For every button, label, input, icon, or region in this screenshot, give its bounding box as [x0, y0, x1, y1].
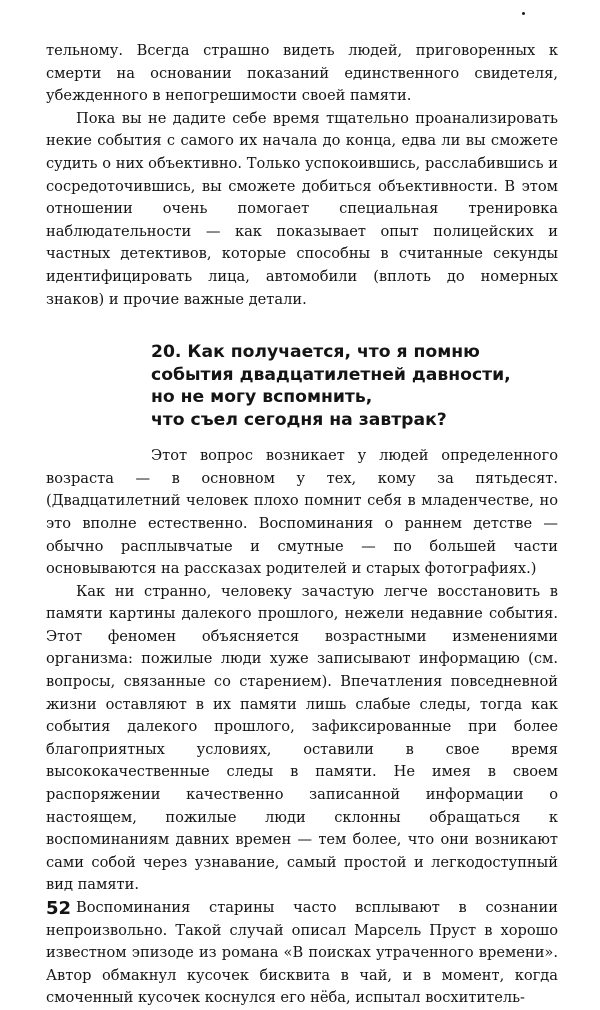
corner-dot-mark — [522, 12, 525, 15]
paragraph-continued: тельному. Всегда страшно видеть людей, приговоренных к смерти на основании показаний единственного свидетеля, убежденного в непогрешимости своей памяти. — [46, 42, 558, 105]
section-heading-line: события двадцатилетней давности, — [151, 364, 511, 385]
paragraph-proust: Воспоминания старины часто всплывают в сознании непроизвольно. Такой случай описал Марсель Пруст в хорошо известном эпизоде из романа «В поисках утраченного времени». Автор обмакнул кусочек бисквита в чай, и в момент, когда смоченный кусочек коснулся его нёба, испытал восхититель- — [46, 899, 558, 1007]
paragraph-age-memory: Как ни странно, человеку зачастую легче восстановить в памяти картины далекого прошлого, нежели недавние события. Этот феномен объясняется возрастными изменениями организма: пожилые люди хуже записывают информацию (см. вопросы, связанные со старением). Впечатления повседневной жизни оставляют в их памяти лишь слабые следы, тогда как события далекого прошлого, зафиксированные при более благоприятных условиях, оставили в свое время высококачественные следы в памяти. Не имея в своем распоряжении качественно записанной информации о настоящем, пожилые люди склонны обращаться к воспоминаниям давних времен — тем более, что они возникают сами собой через узнавание, самый простой и легкодоступный вид памяти. — [46, 582, 558, 894]
book-page-text — [46, 40, 558, 1010]
section-heading-line: 20. Как получается, что я помню — [151, 342, 480, 363]
paragraph-question-intro: Этот вопрос возникает у людей определенного возраста — в основном у тех, кому за пятьдесят. (Двадцатилетний человек плохо помнит себя в младенчестве, но это вполне естественно. Воспоминания о раннем детстве — обычно расплывчатые и смутные — по большей части основываются на рассказах родителей и старых фотографиях.) — [46, 447, 558, 578]
section-heading-line: но не могу вспомнить, — [151, 387, 373, 408]
paragraph-objectivity: Пока вы не дадите себе время тщательно проанализировать некие события с самого их начала до конца, едва ли вы сможете судить о них объективно. Только успокоившись, расслабившись и сосредоточившись, вы сможете добиться объективности. В этом отношении очень помогает специальная тренировка наблюдательности — как показывает опыт полицейских и частных детективов, которые способны в считанные секунды идентифицировать лица, автомобили (вплоть до номерных знаков) и прочие важные детали. — [46, 109, 558, 308]
section-heading — [151, 341, 558, 431]
page-number: 52 — [46, 898, 72, 919]
section-heading-line: что съел сегодня на завтрак? — [151, 409, 447, 430]
